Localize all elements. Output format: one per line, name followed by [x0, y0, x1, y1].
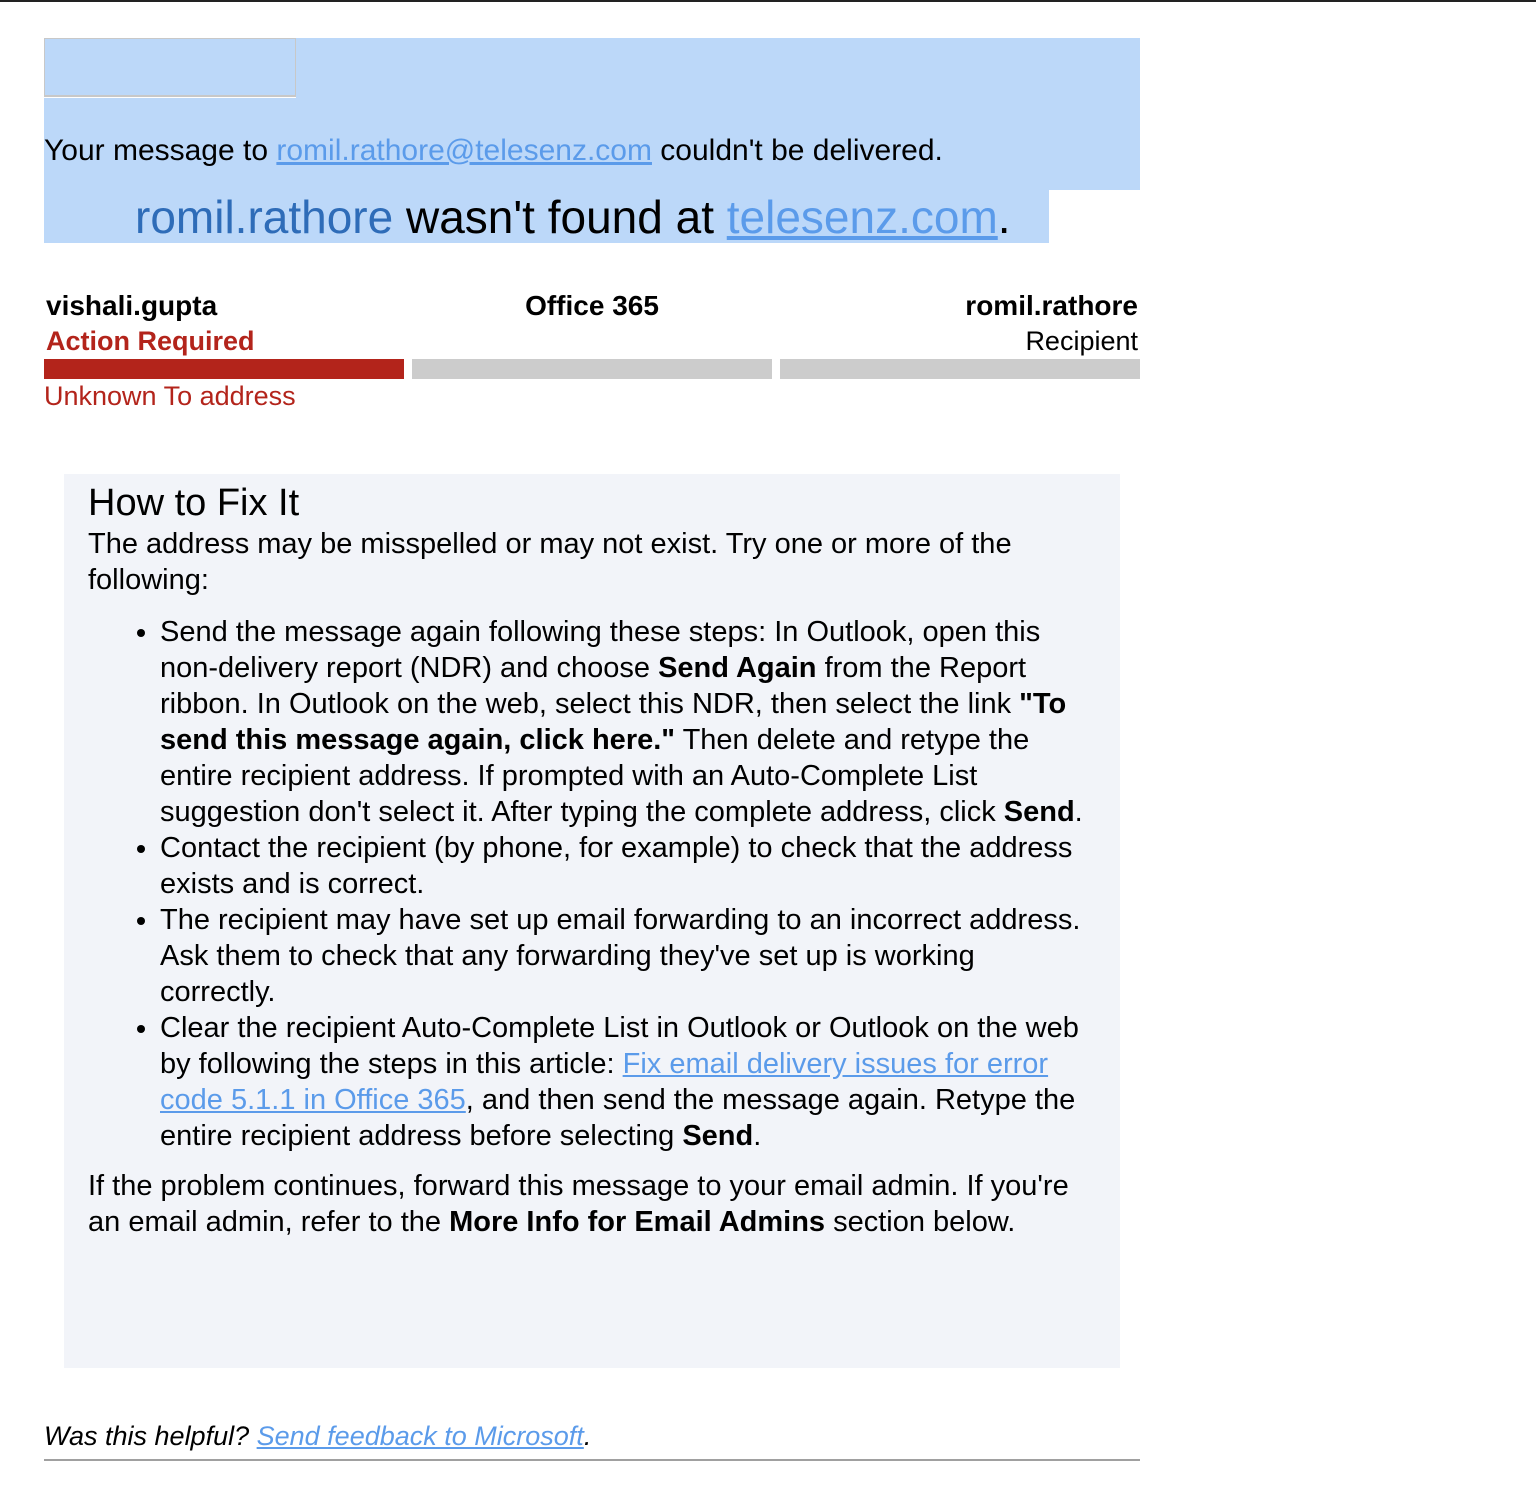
fix-step: • Contact the recipient (by phone, for example) to check that the address exists and is correct.	[160, 830, 1096, 902]
headline-end: .	[997, 191, 1011, 243]
message-suffix: couldn't be delivered.	[651, 134, 943, 167]
hop-sender-status: Action Required	[46, 326, 255, 356]
fix-steps-list	[88, 614, 1096, 1154]
hop-office365	[412, 288, 772, 379]
fix-step: • Send the message again following these steps: In Outlook, open this non-delivery report (NDR) and choose Send Again from the Report ribbon. In Outlook on the web, select this NDR, then select the link "To send this message again, click here." Then delete and retype the entire recipient address. If prompted with an Auto-Complete List suggestion don't select it. After typing the complete address, click Send.	[160, 614, 1096, 830]
not-found-headline	[135, 188, 1011, 246]
send-feedback-link[interactable]: Send feedback to Microsoft	[256, 1421, 584, 1451]
recipient-email-link[interactable]: romil.rathore@telesenz.com	[276, 134, 652, 167]
fix-article-link[interactable]: Fix email delivery issues for error code 5.1.1 in Office 365	[160, 1048, 1049, 1116]
recipient-user: romil.rathore	[135, 191, 394, 243]
hop-sender	[44, 288, 404, 379]
fix-step: • The recipient may have set up email forwarding to an incorrect address. Ask them to check that any forwarding they've set up is working correctly.	[160, 902, 1096, 1010]
office-logo-placeholder	[44, 38, 296, 97]
fix-outro: If the problem continues, forward this message to your email admin. If you're an email admin, refer to the More Info for Email Admins section below.	[88, 1170, 1069, 1238]
message-prefix: Your message to	[44, 134, 277, 167]
how-to-fix-panel	[64, 474, 1120, 1368]
hop-sender-bar	[44, 359, 404, 379]
recipient-domain-link[interactable]: telesenz.com	[726, 191, 998, 243]
hop-office365-name: Office 365	[525, 290, 659, 321]
delivery-failure-message	[44, 132, 943, 170]
hop-sender-name: vishali.gupta	[46, 290, 218, 321]
footer-divider	[44, 1459, 1140, 1461]
hop-recipient-role: Recipient	[1025, 326, 1138, 356]
fix-step: • Clear the recipient Auto-Complete List in Outlook or Outlook on the web by following the steps in this article: Fix email delivery issues for error code 5.1.1 in Office 365, and then send the message again. Retype the entire recipient address before selecting Send.	[160, 1010, 1096, 1154]
error-status: Unknown To address	[44, 381, 296, 411]
hop-office365-bar	[412, 359, 772, 379]
selection-highlight	[296, 38, 1140, 98]
top-divider	[0, 0, 1536, 2]
hop-recipient	[780, 288, 1140, 379]
hop-recipient-name: romil.rathore	[965, 290, 1138, 321]
feedback-line: Was this helpful? Send feedback to Microsoft.	[44, 1421, 592, 1451]
fix-title: How to Fix It	[88, 482, 300, 524]
headline-middle: wasn't found at	[393, 191, 727, 243]
fix-intro: The address may be misspelled or may not exist. Try one or more of the following:	[88, 528, 1012, 596]
hop-recipient-bar	[780, 359, 1140, 379]
